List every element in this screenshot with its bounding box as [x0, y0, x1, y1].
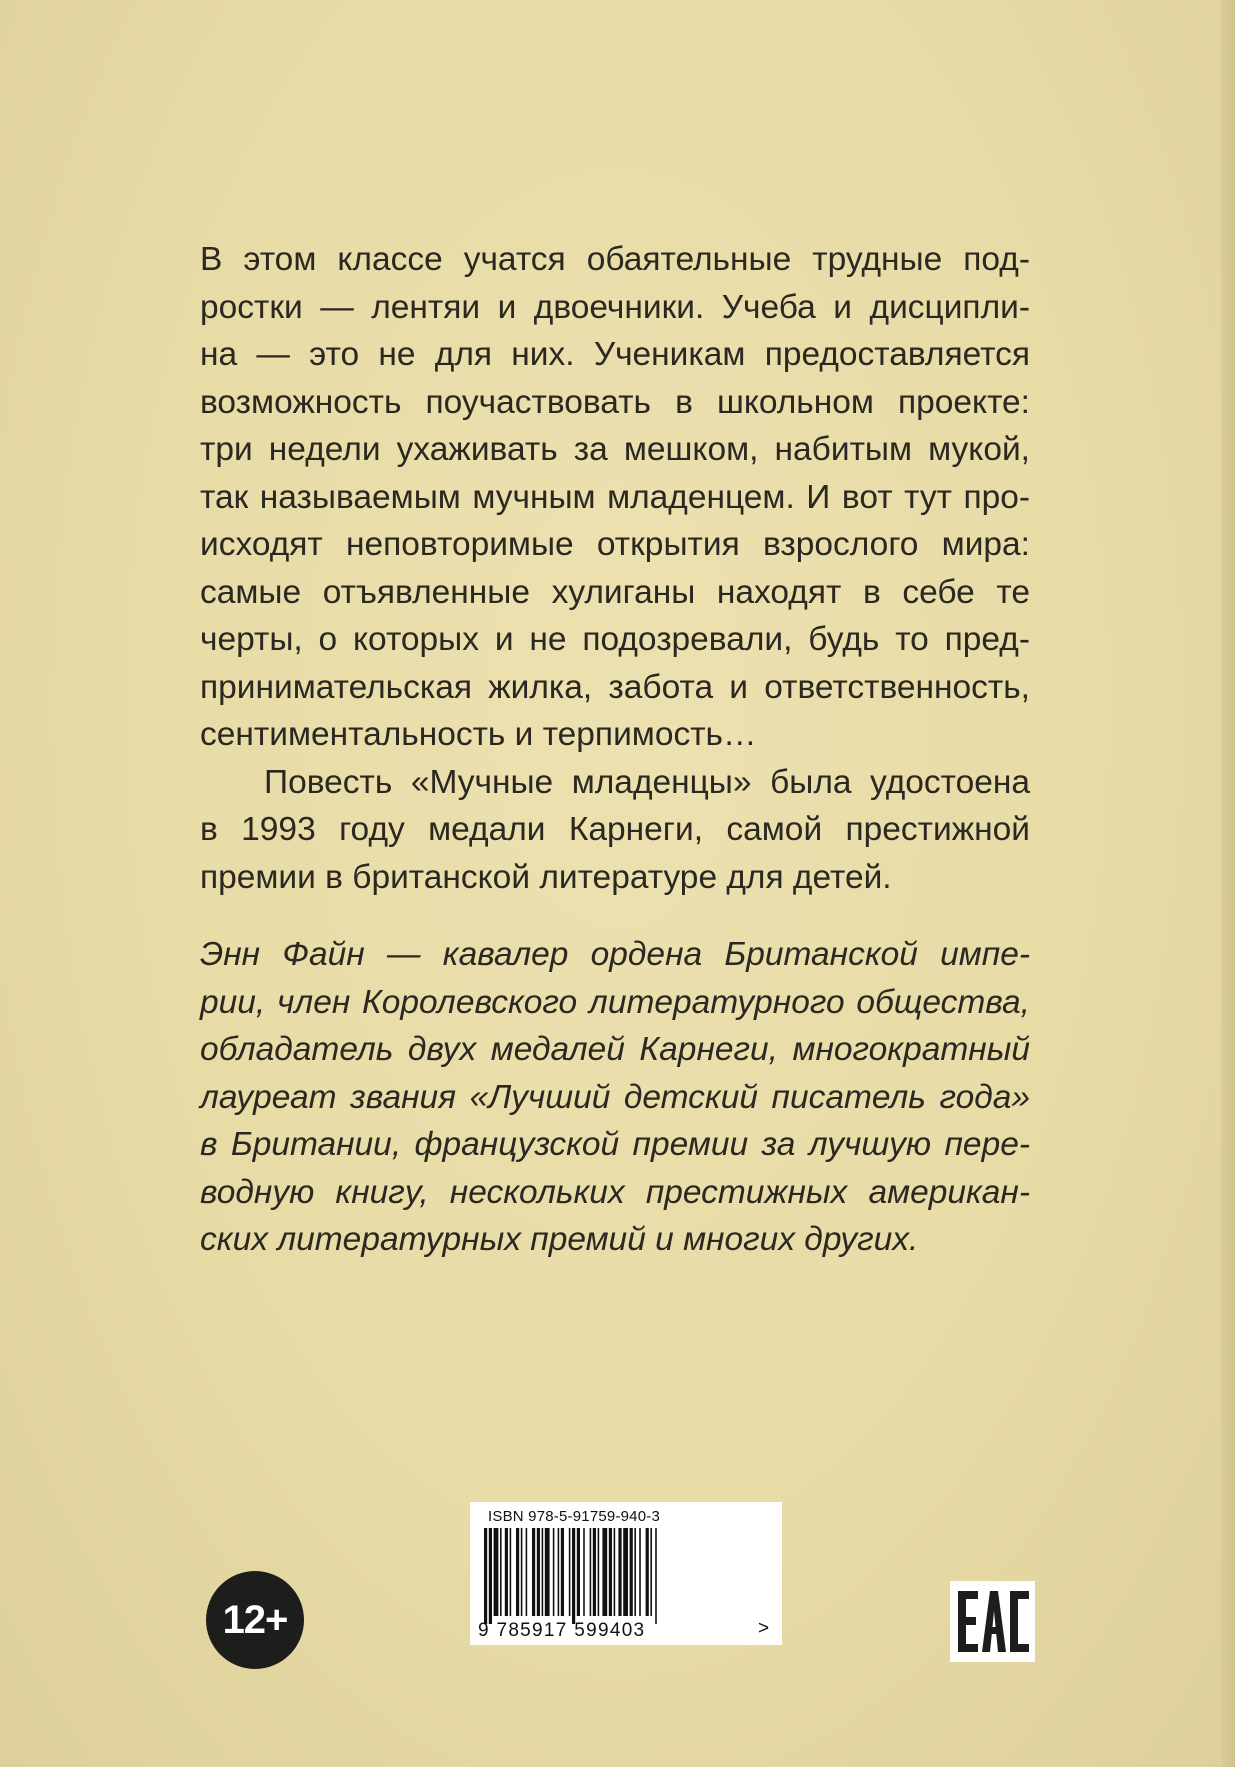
award-line: Повесть «Мучные младенцы» была удостоена: [264, 763, 1030, 801]
isbn-barcode: [470, 1502, 782, 1645]
barcode-bar: [545, 1528, 550, 1616]
author-bio-line: рии, член Королевского литературного общества,: [200, 983, 1030, 1021]
barcode-bar: [609, 1528, 612, 1616]
barcode-bar: [630, 1528, 633, 1616]
author-bio-line: ских литературных премий и многих других.: [200, 1221, 919, 1258]
description-paragraph: [200, 236, 1030, 759]
description-line: три недели ухаживать за мешком, набитым мукой,: [200, 431, 1030, 468]
barcode-bar: [598, 1528, 600, 1616]
barcode-bar: [650, 1528, 652, 1616]
description-line: возможность поучаствовать в школьном проекте:: [200, 383, 1030, 421]
barcode-bar: [577, 1528, 580, 1616]
description-line: исходят неповторимые открытия взрослого мира:: [200, 526, 1030, 563]
barcode-bar: [542, 1528, 544, 1616]
award-paragraph: [200, 759, 1030, 902]
description-line: так называемым мучным младенцем. И вот тут про-: [200, 478, 1030, 516]
barcode-bar: [618, 1528, 621, 1616]
barcode-bars-icon: [484, 1528, 724, 1624]
paragraph-gap: [200, 901, 1030, 931]
barcode-bar: [510, 1528, 512, 1616]
author-bio-line: Энн Файн — кавалер ордена Британской импе-: [200, 936, 1030, 973]
barcode-bar: [484, 1528, 487, 1624]
barcode-bar: [590, 1528, 592, 1616]
barcode-bar: [494, 1528, 499, 1616]
barcode-bar: [558, 1528, 560, 1616]
barcode-bar: [505, 1528, 508, 1616]
barcode-bar: [583, 1528, 585, 1616]
barcode-bar: [500, 1528, 502, 1616]
eac-certification-icon: [950, 1581, 1035, 1662]
barcode-bar: [521, 1528, 523, 1616]
barcode-bar: [655, 1528, 657, 1624]
barcode-bar: [639, 1528, 641, 1616]
barcode-bar: [593, 1528, 596, 1616]
description-line: В этом классе учатся обаятельные трудные под-: [200, 241, 1030, 278]
barcode-bar: [553, 1528, 555, 1616]
description-line: сентиментальность и терпимость…: [200, 716, 757, 753]
description-line: на — это не для них. Ученикам предоставляется: [200, 336, 1030, 373]
barcode-bar: [516, 1528, 519, 1616]
barcode-bar: [634, 1528, 636, 1616]
author-bio-line: водную книгу, нескольких престижных американ-: [200, 1173, 1030, 1211]
barcode-bar: [614, 1528, 616, 1616]
barcode-bar: [489, 1528, 492, 1624]
description-line: самые отъявленные хулиганы находят в себе те: [200, 573, 1030, 611]
barcode-bar: [532, 1528, 535, 1616]
award-line: премии в британской литературе для детей.: [200, 858, 892, 896]
cover-edge: [1221, 0, 1235, 1767]
author-bio-paragraph: [200, 931, 1030, 1264]
award-line: в 1993 году медали Карнеги, самой престижной: [200, 811, 1030, 848]
description-line: черты, о которых и не подозревали, будь то пред-: [200, 621, 1030, 658]
barcode-digits: 9 785917 599403: [478, 1620, 646, 1641]
description-line: принимательская жилка, забота и ответственность,: [200, 668, 1030, 706]
barcode-bar: [561, 1528, 564, 1616]
barcode-bar: [537, 1528, 540, 1616]
age-rating-badge: 12+: [206, 1571, 304, 1669]
back-cover-text: [200, 236, 1030, 1264]
barcode-bar: [526, 1528, 528, 1616]
barcode-bar: [623, 1528, 628, 1616]
author-bio-line: обладатель двух медалей Карнеги, многократный: [200, 1031, 1030, 1068]
barcode-arrow: >: [758, 1618, 770, 1639]
barcode-bar: [572, 1528, 575, 1624]
barcode-bar: [646, 1528, 649, 1616]
description-line: ростки — лентяи и двоечники. Учеба и дисципли-: [200, 288, 1030, 326]
isbn-number: ISBN 978-5-91759-940-3: [488, 1508, 661, 1525]
barcode-bar: [569, 1528, 571, 1616]
author-bio-line: в Британии, французской премии за лучшую пере-: [200, 1126, 1030, 1163]
barcode-bar: [602, 1528, 607, 1616]
author-bio-line: лауреат звания «Лучший детский писатель года»: [200, 1078, 1030, 1116]
